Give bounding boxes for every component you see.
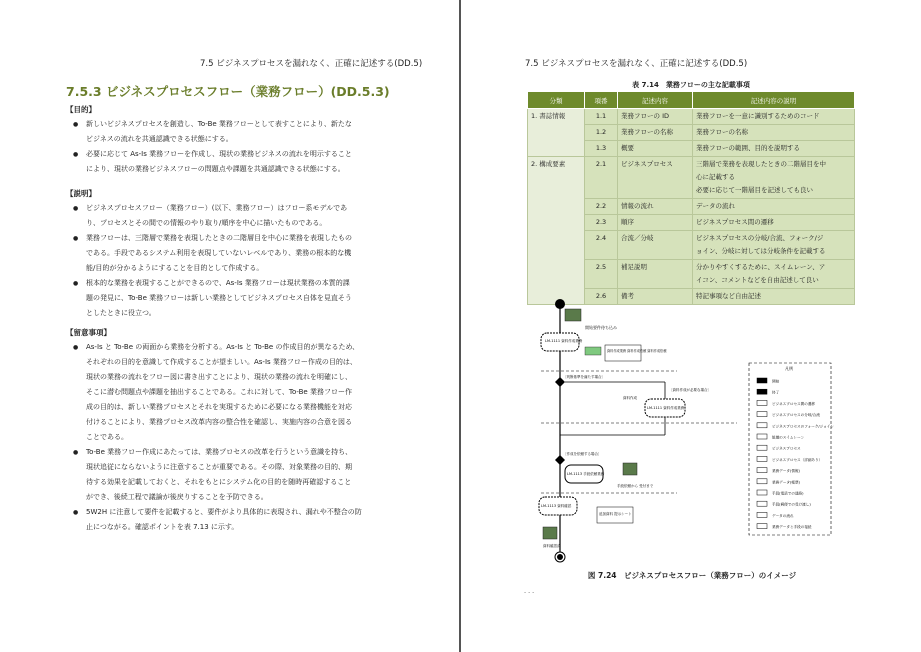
table-header-row — [528, 92, 855, 109]
bullet-line: 止につながる。確認ポイントを表 7.13 に示す。 — [86, 523, 239, 531]
cell-number: 2.5 — [585, 260, 618, 289]
legend-label: ビジネスプロセスの分岐/合流 — [772, 413, 820, 418]
fig-proc-d: LM-1113 手続依頼業務 — [567, 472, 605, 476]
notes-bullet — [66, 445, 396, 505]
purpose-bullet — [66, 117, 396, 147]
legend-entry — [757, 512, 794, 518]
legend-label: 業務データ(帳票) — [772, 480, 800, 485]
explanation-bullet — [66, 201, 396, 231]
cell-item: ビジネスプロセス — [618, 157, 693, 199]
description-line: ョイン、分岐に対しては分岐条件を記載する — [696, 247, 826, 255]
flow-description-table — [527, 91, 855, 305]
bullet-line: ● 根本的な業務を表現することができるので、As-Is 業務フローは現状業務の本質的課 — [86, 279, 350, 287]
legend-symbol — [757, 479, 767, 484]
legend-label: 手段(電話での連絡) — [772, 491, 804, 496]
description-line: ビジネスプロセスの分岐/合流、フォーク/ジ — [696, 234, 824, 242]
bullet-line: ● 新しいビジネスプロセスを創造し、To-Be 業務フローとして表すことにより、新たな — [86, 120, 352, 128]
bullet-line: それぞれの目的を意識して作成することが望ましい。As-Is 業務フロー作成の目的は、 — [86, 358, 357, 366]
legend-entry — [757, 456, 822, 462]
bullet-line: そこに潜む問題点や課題を抽出することである。これに対して、To-Be 業務フロー作 — [86, 388, 352, 396]
cell-item: 業務フローの名称 — [618, 125, 693, 141]
legend-label: 終了 — [772, 390, 780, 395]
table-caption: 表 7.14 業務フローの主な記載事項 — [632, 81, 750, 89]
description-line: 業務フローの範囲、目的を説明する — [696, 144, 800, 152]
bullet-line: である。手段であるシステム利用を表現していないレベルであり、業務の根本的な機 — [86, 249, 352, 257]
legend-symbol — [757, 423, 767, 428]
cell-description — [693, 260, 855, 289]
description-line: 業務フローを一意に識別するためのコード — [696, 112, 820, 120]
cell-description — [693, 199, 855, 215]
legend-label: ビジネスプロセス — [772, 446, 801, 451]
bullet-line: ことである。 — [86, 433, 128, 441]
description-line: 業務フローの名称 — [696, 128, 748, 136]
cell-item: 業務フローの ID — [618, 109, 693, 125]
cell-item: 備考 — [618, 289, 693, 305]
explanation-list — [66, 201, 396, 321]
cell-number: 2.6 — [585, 289, 618, 305]
bullet-line: り、プロセスとその間での情報のやり取り/順序を中心に描いたものである。 — [86, 219, 327, 227]
cell-description — [693, 141, 855, 157]
page-number: - - - — [524, 589, 535, 596]
fig-proc-b: 資料作成 — [623, 396, 637, 400]
description-line: ビジネスプロセス間の遷移 — [696, 218, 774, 226]
cell-item: 概要 — [618, 141, 693, 157]
fig-cond-b: 〔作成を依頼する場合〕 — [563, 452, 602, 456]
bullet-line: 付けることにより、業務プロセス改革内容の整合性を確認し、実施内容の合意を図る — [86, 418, 352, 426]
legend-symbol — [757, 501, 767, 506]
description-line: データの流れ — [696, 202, 735, 210]
legend-label: ビジネスプロセス（詳細あり） — [772, 457, 823, 462]
explanation-bullet — [66, 231, 396, 276]
business-flow-figure — [527, 295, 857, 565]
cell-item: 情報の流れ — [618, 199, 693, 215]
bullet-line: 現状追従にならないように注意することが重要である。その際、対象業務の目的、期 — [86, 463, 352, 471]
legend-symbol — [757, 400, 767, 405]
purpose-bullet — [66, 147, 396, 177]
fig-decision-label: 〔判断基準を満たす場合〕 — [563, 375, 605, 379]
legend-symbol — [757, 378, 767, 383]
cell-description — [693, 215, 855, 231]
data-note — [605, 345, 641, 361]
legend-symbol — [757, 524, 767, 529]
notes-bullet — [66, 505, 396, 535]
purpose-block — [66, 102, 396, 177]
fig-legend-title: 凡例 — [785, 366, 793, 371]
legend-entry — [757, 490, 804, 496]
legend-label: 手段(郵便での受け渡し) — [772, 502, 811, 507]
bullet-line: 題の発見に、To-Be 業務フローは新しい業務としてビジネスプロセス自体を見直そう — [86, 294, 352, 302]
cell-item: 補足説明 — [618, 260, 693, 289]
notes-label: 【留意事項】 — [66, 328, 111, 337]
end-node — [557, 554, 563, 560]
bullet-line: ビジネスの流れを共通認識できる状態にする。 — [86, 135, 233, 143]
cell-number: 1.2 — [585, 125, 618, 141]
purpose-list — [66, 117, 396, 177]
fig-branch-note: 〔資料作成が必要な場合〕 — [669, 388, 711, 392]
cell-description — [693, 109, 855, 125]
notes-block — [66, 325, 396, 535]
header-description: 記述内容の説明 — [693, 92, 855, 109]
cell-number: 2.2 — [585, 199, 618, 215]
description-line: 必要に応じて一階層目を記述しても良い — [696, 186, 813, 194]
cell-number: 2.4 — [585, 231, 618, 260]
cell-item: 順序 — [618, 215, 693, 231]
notes-list — [66, 340, 396, 535]
legend-entry — [757, 434, 805, 440]
fig-end-note: 資料確認済 — [543, 544, 561, 548]
legend-label: データの流れ — [772, 513, 794, 518]
data-icon — [585, 347, 601, 355]
running-header: 7.5 ビジネスプロセスを漏れなく、正確に記述する(DD.5) — [200, 59, 423, 69]
start-node — [555, 299, 565, 309]
legend-symbol — [757, 445, 767, 450]
section-title: 7.5.3 ビジネスプロセスフロー（業務フロー）(DD.5.3) — [66, 84, 390, 99]
bullet-line: ● 業務フローは、三階層で業務を表現したときの二階層目を中心に業務を表現したもの — [86, 234, 352, 242]
fig-proc-a: LM-1111 資料作成業務 — [545, 339, 583, 343]
document-icon — [543, 527, 557, 539]
document-icon — [565, 309, 581, 321]
description-line: 特記事項など自由記述 — [696, 292, 761, 300]
cell-number: 2.1 — [585, 157, 618, 199]
cell-number: 1.3 — [585, 141, 618, 157]
legend-symbol — [757, 490, 767, 495]
cell-number: 1.1 — [585, 109, 618, 125]
legend-symbol — [757, 434, 767, 439]
header-category: 分類 — [528, 92, 585, 109]
bullet-line: としたときに役立つ。 — [86, 309, 156, 317]
table-row — [528, 109, 855, 125]
description-line: 分かりやすくするために、スイムレーン、ア — [696, 263, 826, 271]
cell-description — [693, 157, 855, 199]
description-line: 心に記載する — [696, 173, 735, 181]
legend-symbol — [757, 512, 767, 517]
fig-data-a: 資料作成業務 資料作成依頼 資料作成依頼 — [607, 349, 667, 353]
cell-category: 2. 構成要素 — [528, 157, 585, 305]
explanation-block — [66, 186, 396, 321]
bullet-line: ● ビジネスプロセスフロー（業務フロー）(以下、業務フロー）はフロー系モデルであ — [86, 204, 348, 212]
bullet-line: 待する効果を記載しておくと、それをもとにシステム化の目的を随時再確認すること — [86, 478, 352, 486]
bullet-line: 成の目的は、新しい業務プロセスとそれを実現するために必要になる業務機能を対応 — [86, 403, 352, 411]
document-icon — [623, 463, 637, 475]
purpose-label: 【目的】 — [66, 105, 96, 114]
legend-entry — [757, 468, 801, 474]
notes-bullet — [66, 340, 396, 445]
cell-description — [693, 125, 855, 141]
table-row — [528, 157, 855, 199]
description-line: 三階層で業務を表現したときの二階層目を中 — [696, 160, 826, 168]
legend-entry — [757, 524, 812, 530]
cell-category: 1. 書誌情報 — [528, 109, 585, 157]
legend-label: ビジネスプロセス間の遷移 — [772, 401, 816, 406]
legend-entry — [757, 412, 820, 418]
legend-symbol — [757, 389, 767, 394]
legend-label: ビジネスプロセスのフォーク/ジョイン — [772, 424, 834, 429]
legend-label: 業務データ(情報) — [772, 469, 800, 474]
legend-label: 業務データと手段の接続 — [772, 525, 812, 530]
description-line: イコン、コメントなどを自由記述して良い — [696, 276, 819, 284]
legend-label: 組織のスイムレーン — [772, 435, 805, 440]
explanation-label: 【説明】 — [66, 189, 96, 198]
cell-number: 2.3 — [585, 215, 618, 231]
bullet-line: ができ、後続工程で議論が後戻りすることを予防できる。 — [86, 493, 268, 501]
running-header: 7.5 ビジネスプロセスを漏れなく、正確に記述する(DD.5) — [525, 59, 748, 69]
bullet-line: 能/目的が分かるようにすることを目的として作成する。 — [86, 264, 264, 272]
figure-caption: 図 7.24 ビジネスプロセスフロー（業務フロー）のイメージ — [587, 571, 797, 580]
bullet-line: ● As-Is と To-Be の両面から業務を分析する。As-Is と To-Be の作成目的が異なるため、 — [86, 343, 360, 351]
bullet-line: ● To-Be 業務フロー作成にあたっては、業務プロセスの改革を行うという意識を持ち、 — [86, 448, 353, 456]
fig-proc-c: LM-1111 資料作成業務 — [647, 406, 685, 410]
legend-label: 開始 — [772, 379, 780, 384]
legend-entry — [757, 479, 801, 485]
legend-entry — [757, 400, 815, 406]
fig-start-note: 開始要件待ち込み — [585, 325, 617, 330]
legend-symbol — [757, 468, 767, 473]
fig-doc-b: 追加資料 提示シート — [599, 512, 632, 516]
header-item: 記述内容 — [618, 92, 693, 109]
bullet-line: により、現状の業務ビジネスフローの問題点や課題を共通認識できる状態にする。 — [86, 165, 345, 173]
cell-description — [693, 231, 855, 260]
legend-entry — [757, 501, 811, 507]
legend-symbol — [757, 456, 767, 461]
decision-node — [555, 455, 565, 465]
cell-item: 合流／分岐 — [618, 231, 693, 260]
legend-symbol — [757, 412, 767, 417]
bullet-line: 現状の業務の流れをフロー図に書き出すことにより、現状の業務の流れを明確にし、 — [86, 373, 352, 381]
header-number: 項番 — [585, 92, 618, 109]
legend-entry — [757, 445, 801, 451]
fig-doc-a: 手続依頼から 受付まで — [617, 484, 654, 488]
bullet-line: ● 5W2H に注意して要件を記載すると、要件がより具体的に表現され、漏れや不整合の防 — [86, 508, 362, 516]
bullet-line: ● 必要に応じて As-Is 業務フローを作成し、現状の業務ビジネスの流れを明示すること — [86, 150, 352, 158]
explanation-bullet — [66, 276, 396, 321]
fig-proc-e: LM-1113 資料確認 — [541, 504, 572, 508]
